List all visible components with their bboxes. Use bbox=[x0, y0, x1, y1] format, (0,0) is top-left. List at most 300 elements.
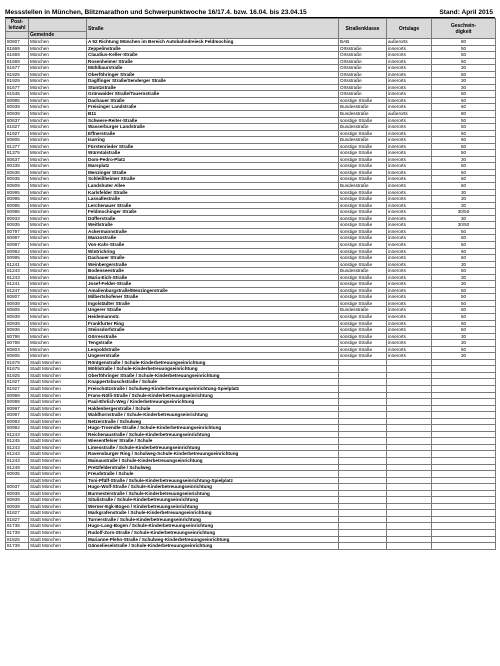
cell-strasse: Wiesentfelser Straße / Schule bbox=[87, 438, 339, 445]
cell-strassenklasse: sonstige Straße bbox=[339, 189, 387, 196]
cell-strassenklasse: sonstige Straße bbox=[339, 176, 387, 183]
cell-ortslage: innerorts bbox=[387, 346, 432, 353]
cell-strasse: Hugo-Lang-Bogen / Schule-Kinderbetreuungseinrichtung bbox=[87, 523, 339, 530]
cell-geschwindigkeit: 30 bbox=[432, 281, 496, 288]
cell-geschwindigkeit: 30 bbox=[432, 65, 496, 72]
cell-strassenklasse: sonstige Straße bbox=[339, 333, 387, 340]
cell-geschwindigkeit: 60 bbox=[432, 183, 496, 190]
cell-strasse: Amalienburgstraße/Menzingerstraße bbox=[87, 287, 339, 294]
cell-gemeinde: Stadt München bbox=[29, 399, 87, 406]
cell-strasse: Heidemannstr. bbox=[87, 313, 339, 320]
cell-ortslage: innerorts bbox=[387, 327, 432, 334]
cell-gemeinde: Stadt München bbox=[29, 536, 87, 543]
cell-strasse: Freudstraße / Schule bbox=[87, 471, 339, 478]
cell-ortslage: innerorts bbox=[387, 281, 432, 288]
cell-gemeinde: Stadt München bbox=[29, 471, 87, 478]
cell-geschwindigkeit: 30 bbox=[432, 353, 496, 360]
cell-postleitzahl: 81243 bbox=[6, 431, 29, 438]
cell-strasse: B11 bbox=[87, 111, 339, 118]
cell-gemeinde: München bbox=[29, 150, 87, 157]
cell-ortslage: innerorts bbox=[387, 124, 432, 131]
cell-strasse: Schwere-Reiter-Straße bbox=[87, 117, 339, 124]
cell-strasse: A 92 Richtung München im Bereich Autobahndreieck Feldmoching bbox=[87, 39, 339, 46]
cell-gemeinde: München bbox=[29, 91, 87, 98]
cell-postleitzahl: 80939 bbox=[6, 497, 29, 504]
cell-postleitzahl: 80939 bbox=[6, 111, 29, 118]
cell-gemeinde: München bbox=[29, 176, 87, 183]
cell-gemeinde: München bbox=[29, 268, 87, 275]
cell-postleitzahl: 80798 bbox=[6, 340, 29, 347]
cell-gemeinde: München bbox=[29, 183, 87, 190]
cell-gemeinde: München bbox=[29, 209, 87, 216]
cell-strasse: Knappertsbuschstraße / Schule bbox=[87, 379, 339, 386]
cell-ortslage: innerorts bbox=[387, 222, 432, 229]
cell-strasse: Rudolf-Zorn-Straße / Schule-Kinderbetreuungseinrichtung bbox=[87, 530, 339, 537]
cell-strasse: Bodenseestraße bbox=[87, 268, 339, 275]
cell-strassenklasse: sonstige Straße bbox=[339, 241, 387, 248]
cell-strasse: Josef-Felder-Straße bbox=[87, 281, 339, 288]
cell-ortslage: innerorts bbox=[387, 65, 432, 72]
cell-gemeinde: Stadt München bbox=[29, 451, 87, 458]
cell-postleitzahl: 80939 bbox=[6, 320, 29, 327]
cell-postleitzahl: 81739 bbox=[6, 543, 29, 550]
cell-gemeinde: München bbox=[29, 52, 87, 59]
cell-ortslage: innerorts bbox=[387, 235, 432, 242]
cell-postleitzahl: 80798 bbox=[6, 333, 29, 340]
cell-strasse: Limesstraße / Schule-Kinderbetreuungseinrichtung bbox=[87, 444, 339, 451]
cell-ortslage: innerorts bbox=[387, 320, 432, 327]
cell-geschwindigkeit: 50 bbox=[432, 52, 496, 59]
cell-postleitzahl: 80939 bbox=[6, 503, 29, 510]
cell-strassenklasse: sonstige Straße bbox=[339, 222, 387, 229]
cell-gemeinde: Stadt München bbox=[29, 438, 87, 445]
cell-gemeinde: München bbox=[29, 58, 87, 65]
cell-postleitzahl: 81243 bbox=[6, 274, 29, 281]
header-ortslage: Ortslage bbox=[387, 19, 432, 39]
cell-strasse: Toni-Pfülf-Straße / Schule-Kinderbetreuungseinrichtung-Spielplatz bbox=[87, 477, 339, 484]
cell-strasse: Effnerstraße bbox=[87, 130, 339, 137]
cell-geschwindigkeit: 50 bbox=[432, 117, 496, 124]
cell-strassenklasse: sonstige Straße bbox=[339, 196, 387, 203]
cell-gemeinde: München bbox=[29, 104, 87, 111]
cell-geschwindigkeit: 50 bbox=[432, 327, 496, 334]
cell-postleitzahl: 80995 bbox=[6, 209, 29, 216]
table-body bbox=[6, 39, 496, 550]
cell-strassenklasse: Ortsstraße bbox=[339, 91, 387, 98]
cell-strassenklasse: sonstige Straße bbox=[339, 313, 387, 320]
cell-strasse: Marianne-Plehn-Straße / Schulweg-Kinderbetreuungseinrichtung bbox=[87, 536, 339, 543]
cell-strasse: Waldhornstraße / Schule-Kinderbetreuungseinrichtung bbox=[87, 412, 339, 419]
cell-geschwindigkeit: 50 bbox=[432, 130, 496, 137]
cell-gemeinde: Stadt München bbox=[29, 510, 87, 517]
cell-gemeinde: München bbox=[29, 261, 87, 268]
cell-ortslage: innerorts bbox=[387, 228, 432, 235]
cell-gemeinde: München bbox=[29, 156, 87, 163]
cell-ortslage: innerorts bbox=[387, 176, 432, 183]
cell-gemeinde: München bbox=[29, 189, 87, 196]
cell-strassenklasse: sonstige Straße bbox=[339, 281, 387, 288]
cell-postleitzahl: 80995 bbox=[6, 189, 29, 196]
cell-strasse: Daglfinger Straße/Senderger Straße bbox=[87, 78, 339, 85]
cell-strasse: Röntgenstraße / Schule-Kinderbetreuungseinrichtung bbox=[87, 359, 339, 366]
cell-postleitzahl: 80992 bbox=[6, 248, 29, 255]
cell-postleitzahl: 81925 bbox=[6, 372, 29, 379]
cell-strassenklasse: sonstige Straße bbox=[339, 274, 387, 281]
cell-ortslage: innerorts bbox=[387, 353, 432, 360]
cell-strassenklasse: sonstige Straße bbox=[339, 353, 387, 360]
cell-geschwindigkeit: 50 bbox=[432, 169, 496, 176]
cell-postleitzahl: 80997 bbox=[6, 405, 29, 412]
cell-ortslage: innerorts bbox=[387, 274, 432, 281]
cell-strassenklasse: sonstige Straße bbox=[339, 209, 387, 216]
cell-strasse: Reichenaustraße / Schule-Kinderbetreuungseinrichtung bbox=[87, 431, 339, 438]
cell-postleitzahl: 80992 bbox=[6, 418, 29, 425]
cell-gemeinde: München bbox=[29, 346, 87, 353]
cell-gemeinde: München bbox=[29, 228, 87, 235]
cell-postleitzahl: 81927 bbox=[6, 385, 29, 392]
cell-postleitzahl: 80805 bbox=[6, 353, 29, 360]
cell-postleitzahl: 80933 bbox=[6, 215, 29, 222]
cell-strassenklasse: sonstige Straße bbox=[339, 327, 387, 334]
cell-ortslage bbox=[387, 543, 432, 550]
cell-strasse: Milbertshofener Straße bbox=[87, 294, 339, 301]
cell-postleitzahl: 81827 bbox=[6, 510, 29, 517]
cell-strasse: Steinsdorfstraße bbox=[87, 327, 339, 334]
cell-geschwindigkeit: 30 bbox=[432, 274, 496, 281]
cell-strasse: Haldenbergerstraße / Schule bbox=[87, 405, 339, 412]
cell-postleitzahl: 81669 bbox=[6, 58, 29, 65]
cell-strassenklasse: sonstige Straße bbox=[339, 320, 387, 327]
cell-geschwindigkeit: 50 bbox=[432, 91, 496, 98]
cell-postleitzahl: 81827 bbox=[6, 516, 29, 523]
cell-gemeinde: Stadt München bbox=[29, 497, 87, 504]
cell-postleitzahl: 81677 bbox=[6, 65, 29, 72]
cell-strasse: Turnerstraße / Schule-Kinderbetreuungseinrichtung bbox=[87, 516, 339, 523]
cell-postleitzahl: 81545 bbox=[6, 91, 29, 98]
cell-gemeinde: München bbox=[29, 65, 87, 72]
cell-postleitzahl: 80999 bbox=[6, 399, 29, 406]
cell-strassenklasse: Bundesstraße bbox=[339, 183, 387, 190]
cell-ortslage: innerorts bbox=[387, 104, 432, 111]
cell-gemeinde: Stadt München bbox=[29, 484, 87, 491]
cell-postleitzahl: 81679 bbox=[6, 359, 29, 366]
cell-gemeinde: München bbox=[29, 196, 87, 203]
cell-strassenklasse: sonstige Straße bbox=[339, 340, 387, 347]
cell-strasse: Ungererstraße bbox=[87, 353, 339, 360]
cell-gemeinde: München bbox=[29, 222, 87, 229]
cell-gemeinde: Stadt München bbox=[29, 412, 87, 419]
cell-gemeinde: Stadt München bbox=[29, 490, 87, 497]
cell-geschwindigkeit: 50 bbox=[432, 71, 496, 78]
cell-strasse: Feldmochinger Straße bbox=[87, 209, 339, 216]
cell-gemeinde: München bbox=[29, 117, 87, 124]
cell-strassenklasse: Ortsstraße bbox=[339, 65, 387, 72]
cell-gemeinde: München bbox=[29, 97, 87, 104]
cell-ortslage: innerorts bbox=[387, 255, 432, 262]
cell-strassenklasse: sonstige Straße bbox=[339, 294, 387, 301]
cell-strasse: Isarring bbox=[87, 137, 339, 144]
cell-strasse: Rosenheimer Straße bbox=[87, 58, 339, 65]
cell-geschwindigkeit: 50 bbox=[432, 45, 496, 52]
cell-strasse: Dachauer Straße bbox=[87, 97, 339, 104]
cell-geschwindigkeit: 50 bbox=[432, 163, 496, 170]
cell-gemeinde: Stadt München bbox=[29, 366, 87, 373]
cell-strasse: Hugo-Wolf-Straße / Schule-Kinderbetreuungseinrichtung bbox=[87, 484, 339, 491]
cell-strasse: Oberföhringer Straße bbox=[87, 71, 339, 78]
cell-postleitzahl: 81241 bbox=[6, 261, 29, 268]
cell-postleitzahl: 80997 bbox=[6, 412, 29, 419]
cell-strasse: Ravensburger Ring / Schulweg-Schule-Kinderbetreuungseinrichtung bbox=[87, 451, 339, 458]
cell-gemeinde: Stadt München bbox=[29, 359, 87, 366]
cell-postleitzahl: 80809 bbox=[6, 183, 29, 190]
cell-geschwindigkeit: 50 bbox=[432, 150, 496, 157]
cell-gemeinde: München bbox=[29, 235, 87, 242]
cell-gemeinde: Stadt München bbox=[29, 405, 87, 412]
cell-gemeinde: Stadt München bbox=[29, 543, 87, 550]
header-strassenklasse: Straßenklasse bbox=[339, 19, 387, 39]
cell-gemeinde: München bbox=[29, 78, 87, 85]
cell-geschwindigkeit: 60 bbox=[432, 97, 496, 104]
cell-postleitzahl: 81243 bbox=[6, 451, 29, 458]
cell-postleitzahl: 80936 bbox=[6, 327, 29, 334]
cell-strasse: Von-Kahr-Straße bbox=[87, 241, 339, 248]
cell-gemeinde: Stadt München bbox=[29, 503, 87, 510]
cell-strasse: Gänselieselstraße / Schule-Kinderbetreuungseinrichtung bbox=[87, 543, 339, 550]
cell-strasse: Freisinger Landstraße bbox=[87, 104, 339, 111]
cell-gemeinde: München bbox=[29, 39, 87, 46]
cell-postleitzahl: 80939 bbox=[6, 300, 29, 307]
cell-gemeinde: München bbox=[29, 281, 87, 288]
cell-geschwindigkeit: 30 bbox=[432, 340, 496, 347]
cell-ortslage: innerorts bbox=[387, 52, 432, 59]
cell-gemeinde: München bbox=[29, 353, 87, 360]
cell-strasse: Situlistraße / Schule-Kinderbetreuungseinrichtung bbox=[87, 497, 339, 504]
cell-gemeinde: Stadt München bbox=[29, 379, 87, 386]
cell-postleitzahl: 80637 bbox=[6, 117, 29, 124]
cell-gemeinde: Stadt München bbox=[29, 523, 87, 530]
cell-ortslage: außerorts bbox=[387, 111, 432, 118]
cell-strassenklasse: sonstige Straße bbox=[339, 150, 387, 157]
cell-strasse: Landshuter Allee bbox=[87, 183, 339, 190]
cell-ortslage: innerorts bbox=[387, 261, 432, 268]
cell-ortslage: innerorts bbox=[387, 248, 432, 255]
cell-geschwindigkeit: 30/50 bbox=[432, 209, 496, 216]
cell-postleitzahl: 81243 bbox=[6, 444, 29, 451]
header-geschwindigkeit: Geschwin- digkeit bbox=[432, 19, 496, 39]
cell-strassenklasse: Bundesstraße bbox=[339, 104, 387, 111]
cell-strasse: Tengstraße bbox=[87, 340, 339, 347]
cell-geschwindigkeit: 30 bbox=[432, 189, 496, 196]
cell-gemeinde: Stadt München bbox=[29, 444, 87, 451]
cell-postleitzahl: 80636 bbox=[6, 169, 29, 176]
cell-strasse: Pretzfelderstraße / Schulweg bbox=[87, 464, 339, 471]
cell-postleitzahl: 81739 bbox=[6, 530, 29, 537]
cell-postleitzahl: 81929 bbox=[6, 78, 29, 85]
cell-ortslage: innerorts bbox=[387, 45, 432, 52]
cell-gemeinde: Stadt München bbox=[29, 372, 87, 379]
cell-postleitzahl: 80992 bbox=[6, 425, 29, 432]
cell-postleitzahl: 80995 bbox=[6, 255, 29, 262]
header-spacer bbox=[29, 19, 87, 32]
cell-strasse: Burmesterstraße / Schule-Kinderbetreuungseinrichtung bbox=[87, 490, 339, 497]
cell-geschwindigkeit: 50 bbox=[432, 300, 496, 307]
cell-postleitzahl: 80939 bbox=[6, 490, 29, 497]
cell-ortslage: innerorts bbox=[387, 143, 432, 150]
cell-strassenklasse bbox=[339, 543, 387, 550]
cell-gemeinde: München bbox=[29, 130, 87, 137]
cell-strasse: Ungerer Straße bbox=[87, 307, 339, 314]
cell-postleitzahl: 81669 bbox=[6, 52, 29, 59]
cell-ortslage: innerorts bbox=[387, 137, 432, 144]
cell-gemeinde: Stadt München bbox=[29, 392, 87, 399]
cell-gemeinde: München bbox=[29, 169, 87, 176]
cell-strassenklasse: sonstige Straße bbox=[339, 228, 387, 235]
cell-geschwindigkeit: 50 bbox=[432, 287, 496, 294]
cell-ortslage: innerorts bbox=[387, 84, 432, 91]
cell-strasse: Oberföhringer Straße / Schule-Kinderbetreuungseinrichtung bbox=[87, 372, 339, 379]
cell-strassenklasse: sonstige Straße bbox=[339, 346, 387, 353]
cell-strasse: Fürstenrieder Straße bbox=[87, 143, 339, 150]
cell-ortslage: innerorts bbox=[387, 287, 432, 294]
cell-strassenklasse: Bundesstraße bbox=[339, 137, 387, 144]
cell-strasse: Dom-Pedro-Platz bbox=[87, 156, 339, 163]
cell-gemeinde: München bbox=[29, 320, 87, 327]
cell-geschwindigkeit: 30 bbox=[432, 78, 496, 85]
cell-strasse: Stuntzstraße bbox=[87, 84, 339, 91]
cell-ortslage: innerorts bbox=[387, 78, 432, 85]
title-bar bbox=[5, 6, 495, 18]
cell-gemeinde: Stadt München bbox=[29, 530, 87, 537]
cell-strasse: Mainaustraße / Schule-Kinderbetreuungseinrichtung bbox=[87, 458, 339, 465]
cell-postleitzahl: 80999 bbox=[6, 392, 29, 399]
cell-ortslage: innerorts bbox=[387, 307, 432, 314]
cell-ortslage: innerorts bbox=[387, 294, 432, 301]
cell-strassenklasse: Ortsstraße bbox=[339, 71, 387, 78]
cell-gemeinde: München bbox=[29, 241, 87, 248]
cell-ortslage: innerorts bbox=[387, 268, 432, 275]
header-blank bbox=[6, 32, 29, 39]
cell-strasse: Grünwalder Straße/Tauernstraße bbox=[87, 91, 339, 98]
cell-strasse: Frankfurter Ring bbox=[87, 320, 339, 327]
cell-strasse: Claudius-Keller-Straße bbox=[87, 52, 339, 59]
cell-ortslage: innerorts bbox=[387, 241, 432, 248]
cell-postleitzahl: 81677 bbox=[6, 84, 29, 91]
cell-strasse: Möhlstraße / Schule-Kinderbetreuungseinrichtung bbox=[87, 366, 339, 373]
cell-strassenklasse: Ortsstraße bbox=[339, 45, 387, 52]
cell-strasse: Werner-Egk-Bogen / Kinderbetreuungseinrichtung bbox=[87, 503, 339, 510]
cell-postleitzahl: 80997 bbox=[6, 235, 29, 242]
cell-geschwindigkeit: 50 bbox=[432, 58, 496, 65]
cell-strasse: Düfferstraße bbox=[87, 215, 339, 222]
cell-strasse: Ingolstädter Straße bbox=[87, 300, 339, 307]
cell-postleitzahl: 80939 bbox=[6, 104, 29, 111]
cell-gemeinde: München bbox=[29, 333, 87, 340]
cell-ortslage: innerorts bbox=[387, 189, 432, 196]
cell-ortslage: innerorts bbox=[387, 117, 432, 124]
cell-postleitzahl: 80935 bbox=[6, 471, 29, 478]
header-strasse: Straße bbox=[87, 19, 339, 39]
cell-postleitzahl: 80997 bbox=[6, 241, 29, 248]
cell-postleitzahl: 80995 bbox=[6, 97, 29, 104]
cell-strassenklasse: sonstige Straße bbox=[339, 143, 387, 150]
cell-strassenklasse: Bundesstraße bbox=[339, 307, 387, 314]
cell-gemeinde: Stadt München bbox=[29, 425, 87, 432]
cell-strasse: Weitlstraße bbox=[87, 222, 339, 229]
cell-strasse: Leopoldstraße bbox=[87, 346, 339, 353]
cell-postleitzahl: 81925 bbox=[6, 71, 29, 78]
cell-strassenklasse: Ortsstraße bbox=[339, 58, 387, 65]
cell-geschwindigkeit: 50 bbox=[432, 124, 496, 131]
cell-gemeinde: München bbox=[29, 248, 87, 255]
cell-ortslage: innerorts bbox=[387, 150, 432, 157]
cell-strasse: Markgrafenstraße / Schule-Kinderbetreuungseinrichtung bbox=[87, 510, 339, 517]
cell-strasse: Mühlbaurstraße bbox=[87, 65, 339, 72]
cell-gemeinde: München bbox=[29, 327, 87, 334]
cell-strassenklasse: Bundesstraße bbox=[339, 111, 387, 118]
cell-postleitzahl: 80995 bbox=[6, 196, 29, 203]
cell-strasse: Dachauer Straße bbox=[87, 255, 339, 262]
cell-strasse: Zeppelinstraße bbox=[87, 45, 339, 52]
cell-ortslage: innerorts bbox=[387, 196, 432, 203]
cell-ortslage: innerorts bbox=[387, 169, 432, 176]
cell-gemeinde: Stadt München bbox=[29, 458, 87, 465]
cell-strasse: Ackermannstraße bbox=[87, 228, 339, 235]
cell-strasse: Görresstraße bbox=[87, 333, 339, 340]
cell-postleitzahl: 81735 bbox=[6, 523, 29, 530]
cell-gemeinde: Stadt München bbox=[29, 464, 87, 471]
cell-strasse: Würmtalstraße bbox=[87, 150, 339, 157]
stand-date: Stand: April 2015 bbox=[439, 9, 493, 16]
cell-strasse: Weinbergerstraße bbox=[87, 261, 339, 268]
cell-ortslage: innerorts bbox=[387, 130, 432, 137]
document-title: Messstellen in München, Blitzmarathon und Schwerpunktwoche 16/17.4. bzw. 16.04. bis 23.04.15 bbox=[5, 9, 307, 16]
cell-strasse: Maria-Eich-Straße bbox=[87, 274, 339, 281]
cell-ortslage: innerorts bbox=[387, 340, 432, 347]
cell-postleitzahl: 80807 bbox=[6, 294, 29, 301]
cell-postleitzahl: 80797 bbox=[6, 228, 29, 235]
cell-strasse: Netzerstraße / Schulweg bbox=[87, 418, 339, 425]
cell-strasse: Schleißheimer Straße bbox=[87, 176, 339, 183]
cell-gemeinde: München bbox=[29, 202, 87, 209]
cell-postleitzahl: 81927 bbox=[6, 379, 29, 386]
cell-gemeinde: München bbox=[29, 71, 87, 78]
cell-geschwindigkeit: 30 bbox=[432, 156, 496, 163]
cell-strasse: Hugo-Troendle-Straße / Schule-Kinderbetreuungseinrichtung bbox=[87, 425, 339, 432]
cell-postleitzahl: 81243 bbox=[6, 458, 29, 465]
cell-ortslage: innerorts bbox=[387, 71, 432, 78]
cell-geschwindigkeit: 60 bbox=[432, 248, 496, 255]
cell-geschwindigkeit: 30 bbox=[432, 215, 496, 222]
cell-geschwindigkeit: 50 bbox=[432, 176, 496, 183]
cell-postleitzahl: 81375 bbox=[6, 150, 29, 157]
cell-ortslage: innerorts bbox=[387, 215, 432, 222]
cell-postleitzahl: 81669 bbox=[6, 45, 29, 52]
cell-gemeinde: München bbox=[29, 111, 87, 118]
cell-postleitzahl: 81827 bbox=[6, 124, 29, 131]
cell-ortslage: innerorts bbox=[387, 209, 432, 216]
cell-postleitzahl: 80804 bbox=[6, 346, 29, 353]
cell-geschwindigkeit: 80 bbox=[432, 39, 496, 46]
cell-geschwindigkeit: 60 bbox=[432, 137, 496, 144]
table-row bbox=[6, 543, 496, 550]
cell-geschwindigkeit: 30 bbox=[432, 333, 496, 340]
cell-postleitzahl: 80637 bbox=[6, 156, 29, 163]
cell-postleitzahl: 80805 bbox=[6, 137, 29, 144]
cell-strassenklasse: sonstige Straße bbox=[339, 235, 387, 242]
cell-postleitzahl: 81247 bbox=[6, 287, 29, 294]
document-page bbox=[5, 6, 495, 550]
cell-ortslage: innerorts bbox=[387, 333, 432, 340]
